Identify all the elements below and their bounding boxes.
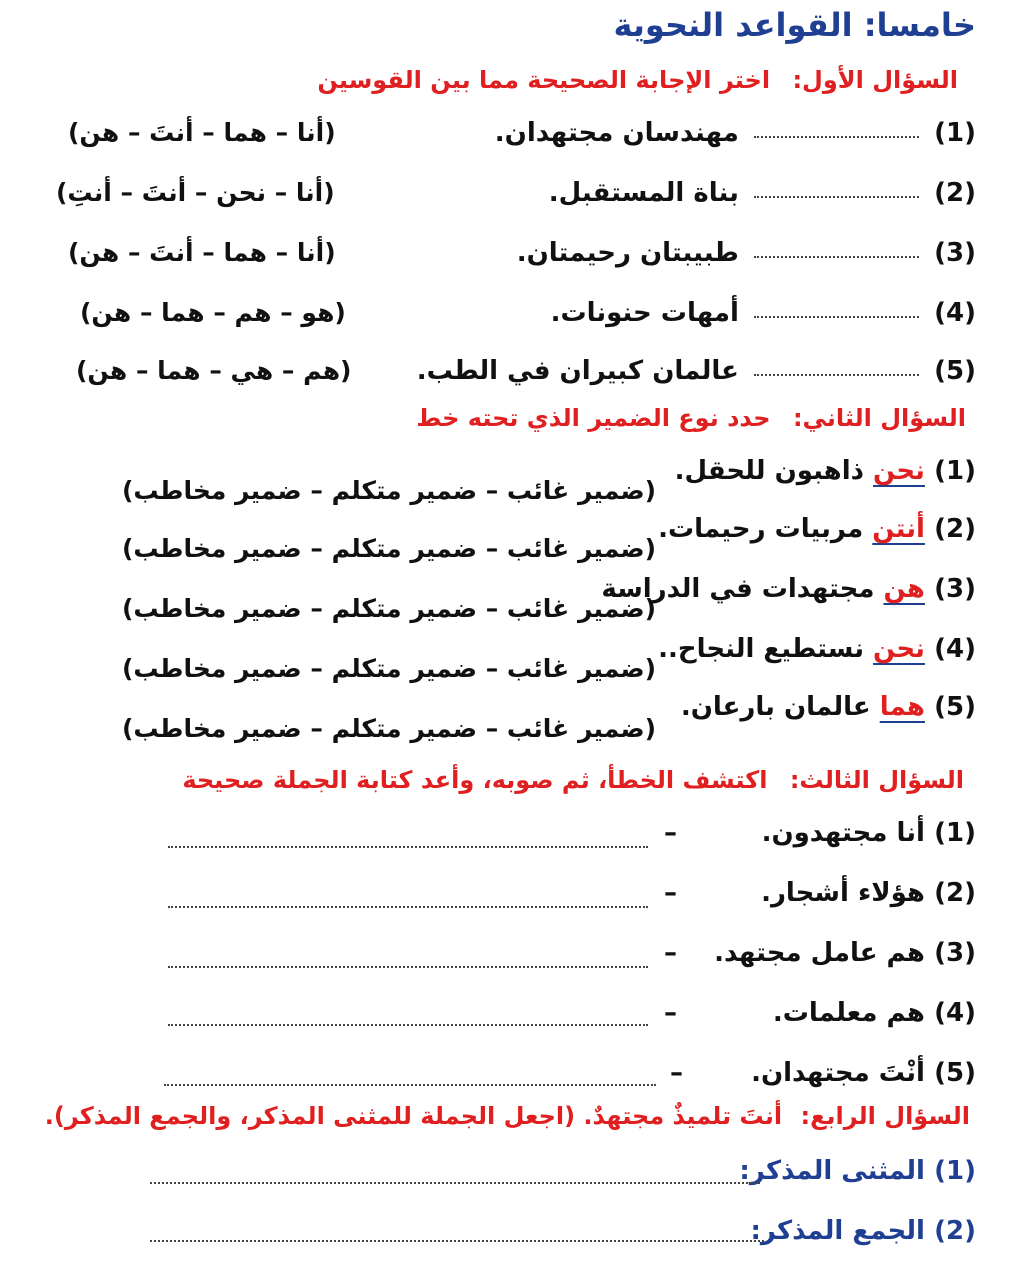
- q4-label: السؤال الرابع:: [800, 1102, 970, 1130]
- q1-options-3: (أنا – هما – أنتَ – هن): [68, 238, 336, 267]
- q1-label: السؤال الأول:: [792, 66, 958, 94]
- q2-item-text: عالمان بارعان.: [680, 692, 871, 722]
- q3-dash: –: [664, 878, 677, 908]
- q4-item-1: [739, 1156, 976, 1186]
- q2-item-num: (5): [934, 692, 976, 722]
- q2-instruction: حدد نوع الضمير الذي تحته خط: [416, 404, 771, 432]
- q2-options-4: (ضمير غائب – ضمير متكلم – ضمير مخاطب): [122, 654, 657, 683]
- q3-instruction: اكتشف الخطأ، ثم صوبه، وأعد كتابة الجملة صحيحة: [182, 766, 768, 794]
- answer-line[interactable]: [168, 906, 648, 908]
- q2-item-1: [675, 456, 976, 486]
- q1-item-num: (2): [934, 178, 976, 208]
- q2-item-num: (1): [934, 456, 976, 486]
- q3-item-num: (3): [934, 938, 976, 968]
- q3-dash: –: [664, 818, 677, 848]
- q3-item-text: أنْتَ مجتهدان.: [751, 1058, 925, 1088]
- q2-item-num: (3): [934, 574, 976, 604]
- answer-line[interactable]: [150, 1182, 760, 1184]
- q2-item-text: ذاهبون للحقل.: [674, 456, 864, 486]
- q3-dash: –: [670, 1058, 683, 1088]
- q1-item-text: بناة المستقبل.: [548, 178, 739, 208]
- q3-item-text: هم معلمات.: [772, 998, 925, 1028]
- q2-options-1: (ضمير غائب – ضمير متكلم – ضمير مخاطب): [122, 476, 657, 505]
- q1-item-num: (4): [934, 298, 976, 328]
- q1-item-num: (1): [934, 118, 976, 148]
- q1-item-text: طبيبتان رحيمتان.: [516, 238, 739, 268]
- q4-item-num: (2): [934, 1216, 976, 1246]
- q1-item-4: [551, 298, 976, 328]
- q1-options-4: (هو – هم – هما – هن): [80, 298, 346, 327]
- q3-item-1: [762, 818, 976, 848]
- q2-item-num: (2): [934, 514, 976, 544]
- answer-line[interactable]: [168, 966, 648, 968]
- q3-item-text: هم عامل مجتهد.: [714, 938, 925, 968]
- q1-item-num: (3): [934, 238, 976, 268]
- q3-item-text: أنا مجتهدون.: [761, 818, 925, 848]
- q1-options-5: (هم – هي – هما – هن): [76, 356, 352, 385]
- answer-blank[interactable]: [754, 250, 919, 258]
- q2-options-3: (ضمير غائب – ضمير متكلم – ضمير مخاطب): [122, 594, 657, 623]
- q3-item-4: [773, 998, 976, 1028]
- q3-item-num: (5): [934, 1058, 976, 1088]
- q2-item-text: مربيات رحيمات.: [658, 514, 864, 544]
- q1-item-text: أمهات حنونات.: [550, 298, 739, 328]
- q3-dash: –: [664, 938, 677, 968]
- q1-item-2: [549, 178, 976, 208]
- answer-line[interactable]: [164, 1084, 656, 1086]
- q2-item-5: [681, 692, 976, 722]
- q3-item-3: [714, 938, 976, 968]
- q1-item-1: [495, 118, 976, 148]
- underlined-pronoun: هن: [883, 574, 925, 604]
- q3-item-num: (4): [934, 998, 976, 1028]
- q3-label: السؤال الثالث:: [789, 766, 964, 794]
- q4-item-2: [750, 1216, 976, 1246]
- q1-item-text: مهندسان مجتهدان.: [494, 118, 739, 148]
- q2-item-text: نستطيع النجاح..: [658, 634, 864, 664]
- q4-item-num: (1): [934, 1156, 976, 1186]
- q4-item-text: المثنى المذكر:: [739, 1156, 925, 1186]
- q1-item-3: [517, 238, 976, 268]
- answer-blank[interactable]: [754, 310, 919, 318]
- q2-item-3: [601, 574, 976, 604]
- q2-item-num: (4): [934, 634, 976, 664]
- answer-blank[interactable]: [754, 368, 919, 376]
- page-title: خامسا: القواعد النحوية: [613, 6, 976, 44]
- answer-line[interactable]: [150, 1240, 764, 1242]
- q1-item-num: (5): [934, 356, 976, 386]
- q3-item-2: [761, 878, 976, 908]
- q1-options-1: (أنا – هما – أنتَ – هن): [68, 118, 336, 147]
- q2-label: السؤال الثاني:: [792, 404, 966, 432]
- answer-blank[interactable]: [754, 190, 919, 198]
- q2-item-2: [658, 514, 976, 544]
- q1-options-2: (أنا – نحن – أنتَ – أنتِ): [56, 178, 335, 207]
- answer-line[interactable]: [168, 1024, 648, 1026]
- q3-dash: –: [664, 998, 677, 1028]
- q3-item-num: (2): [934, 878, 976, 908]
- underlined-pronoun: أنتن: [872, 514, 925, 544]
- q3-item-5: [751, 1058, 976, 1088]
- q3-item-text: هؤلاء أشجار.: [761, 878, 925, 908]
- underlined-pronoun: نحن: [873, 634, 925, 664]
- q4-heading: [45, 1102, 970, 1130]
- q2-options-5: (ضمير غائب – ضمير متكلم – ضمير مخاطب): [122, 714, 657, 743]
- q1-item-5: [417, 356, 976, 386]
- q3-item-num: (1): [934, 818, 976, 848]
- q3-heading: [182, 766, 964, 794]
- underlined-pronoun: نحن: [873, 456, 925, 486]
- q1-instruction: اختر الإجابة الصحيحة مما بين القوسين: [317, 66, 771, 94]
- q2-item-text: مجتهدات في الدراسة: [601, 574, 875, 604]
- q2-heading: [416, 404, 966, 432]
- q2-options-2: (ضمير غائب – ضمير متكلم – ضمير مخاطب): [122, 534, 657, 563]
- q1-heading: [317, 66, 958, 94]
- q2-item-4: [658, 634, 976, 664]
- answer-blank[interactable]: [754, 130, 919, 138]
- q1-item-text: عالمان كبيران في الطب.: [416, 356, 739, 386]
- underlined-pronoun: هما: [879, 692, 925, 722]
- q4-instruction: أنتَ تلميذٌ مجتهدٌ. (اجعل الجملة للمثنى المذكر، والجمع المذكر).: [44, 1102, 783, 1130]
- answer-line[interactable]: [168, 846, 648, 848]
- q4-item-text: الجمع المذكر:: [750, 1216, 925, 1246]
